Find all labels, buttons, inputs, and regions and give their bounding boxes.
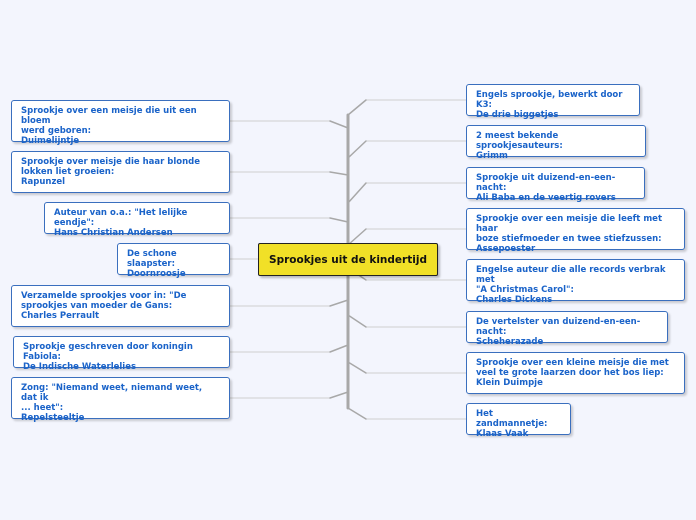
branch-klaas-vaak[interactable]: [466, 403, 571, 439]
branch-charles-perrault[interactable]: [11, 285, 230, 327]
branch-label: Sprookje over een meisje die uit een bloem werd geboren: Duimelijntje: [21, 106, 197, 146]
branch-label: Auteur van o.a.: "Het lelijke eendje": Hans Christian Andersen: [54, 208, 188, 238]
branch-scheherazade[interactable]: [466, 311, 668, 347]
right-connector-diagonal: [348, 100, 366, 115]
branch-label: De vertelster van duizend-en-een-nacht: Scheherazade: [476, 317, 641, 347]
branch-label: Sprookje over meisje die haar blonde lokken liet groeien: Rapunzel: [21, 157, 201, 187]
left-connector-diagonal: [330, 172, 348, 175]
branch-drie-biggetjes[interactable]: [466, 84, 640, 120]
branch-label: Verzamelde sprookjes voor in: "De sprookjes van moeder de Gans: Charles Perrault: [21, 291, 187, 321]
branch-label: Zong: "Niemand weet, niemand weet, dat ik ... heet": Repelsteeltje: [21, 383, 203, 423]
central-topic-label: Sprookjes uit de kindertijd: [269, 253, 427, 266]
left-connector-diagonal: [330, 345, 348, 352]
right-connector-diagonal: [348, 315, 366, 327]
branch-label: 2 meest bekende sprookjesauteurs: Grimm: [476, 131, 563, 161]
branch-label: Sprookje over een meisje die leeft met haar boze stiefmoeder en twee stiefzussen: Assepoester: [476, 214, 663, 254]
branch-label: Het zandmannetje: Klaas Vaak: [476, 409, 548, 439]
branch-rapunzel[interactable]: [11, 151, 230, 193]
left-connector-diagonal: [330, 392, 348, 398]
branch-repelsteeltje[interactable]: [11, 377, 230, 423]
branch-hans-christian-andersen[interactable]: [44, 202, 230, 238]
branch-grimm[interactable]: [466, 125, 646, 161]
branch-label: Sprookje geschreven door koningin Fabiola: De Indische Waterlelies: [23, 342, 193, 372]
branch-duimelijntje[interactable]: [11, 100, 230, 146]
branch-label: Engelse auteur die alle records verbrak met "A Christmas Carol": Charles Dickens: [476, 265, 666, 305]
right-connector-diagonal: [348, 408, 366, 419]
branch-label: Sprookje uit duizend-en-een-nacht: Ali Baba en de veertig rovers: [476, 173, 616, 203]
branch-label: De schone slaapster: Doornroosje: [127, 249, 186, 279]
left-connector-diagonal: [330, 300, 348, 306]
branch-charles-dickens[interactable]: [466, 259, 685, 305]
branch-label: Engels sprookje, bewerkt door K3: De drie biggetjes: [476, 90, 623, 120]
right-connector-diagonal: [348, 362, 366, 373]
branch-indische-waterlelies[interactable]: [13, 336, 230, 372]
branch-doornroosje[interactable]: [117, 243, 230, 279]
central-topic[interactable]: [258, 243, 438, 276]
right-connector-diagonal: [348, 141, 366, 158]
branch-ali-baba[interactable]: [466, 167, 645, 203]
left-connector-diagonal: [330, 121, 348, 128]
branch-klein-duimpje[interactable]: [466, 352, 685, 394]
branch-assepoester[interactable]: [466, 208, 685, 254]
right-connector-diagonal: [348, 183, 366, 203]
branch-label: Sprookje over een kleine meisje die met veel te grote laarzen door het bos liep: Klein Duimpje: [476, 358, 669, 388]
left-connector-diagonal: [330, 218, 348, 222]
